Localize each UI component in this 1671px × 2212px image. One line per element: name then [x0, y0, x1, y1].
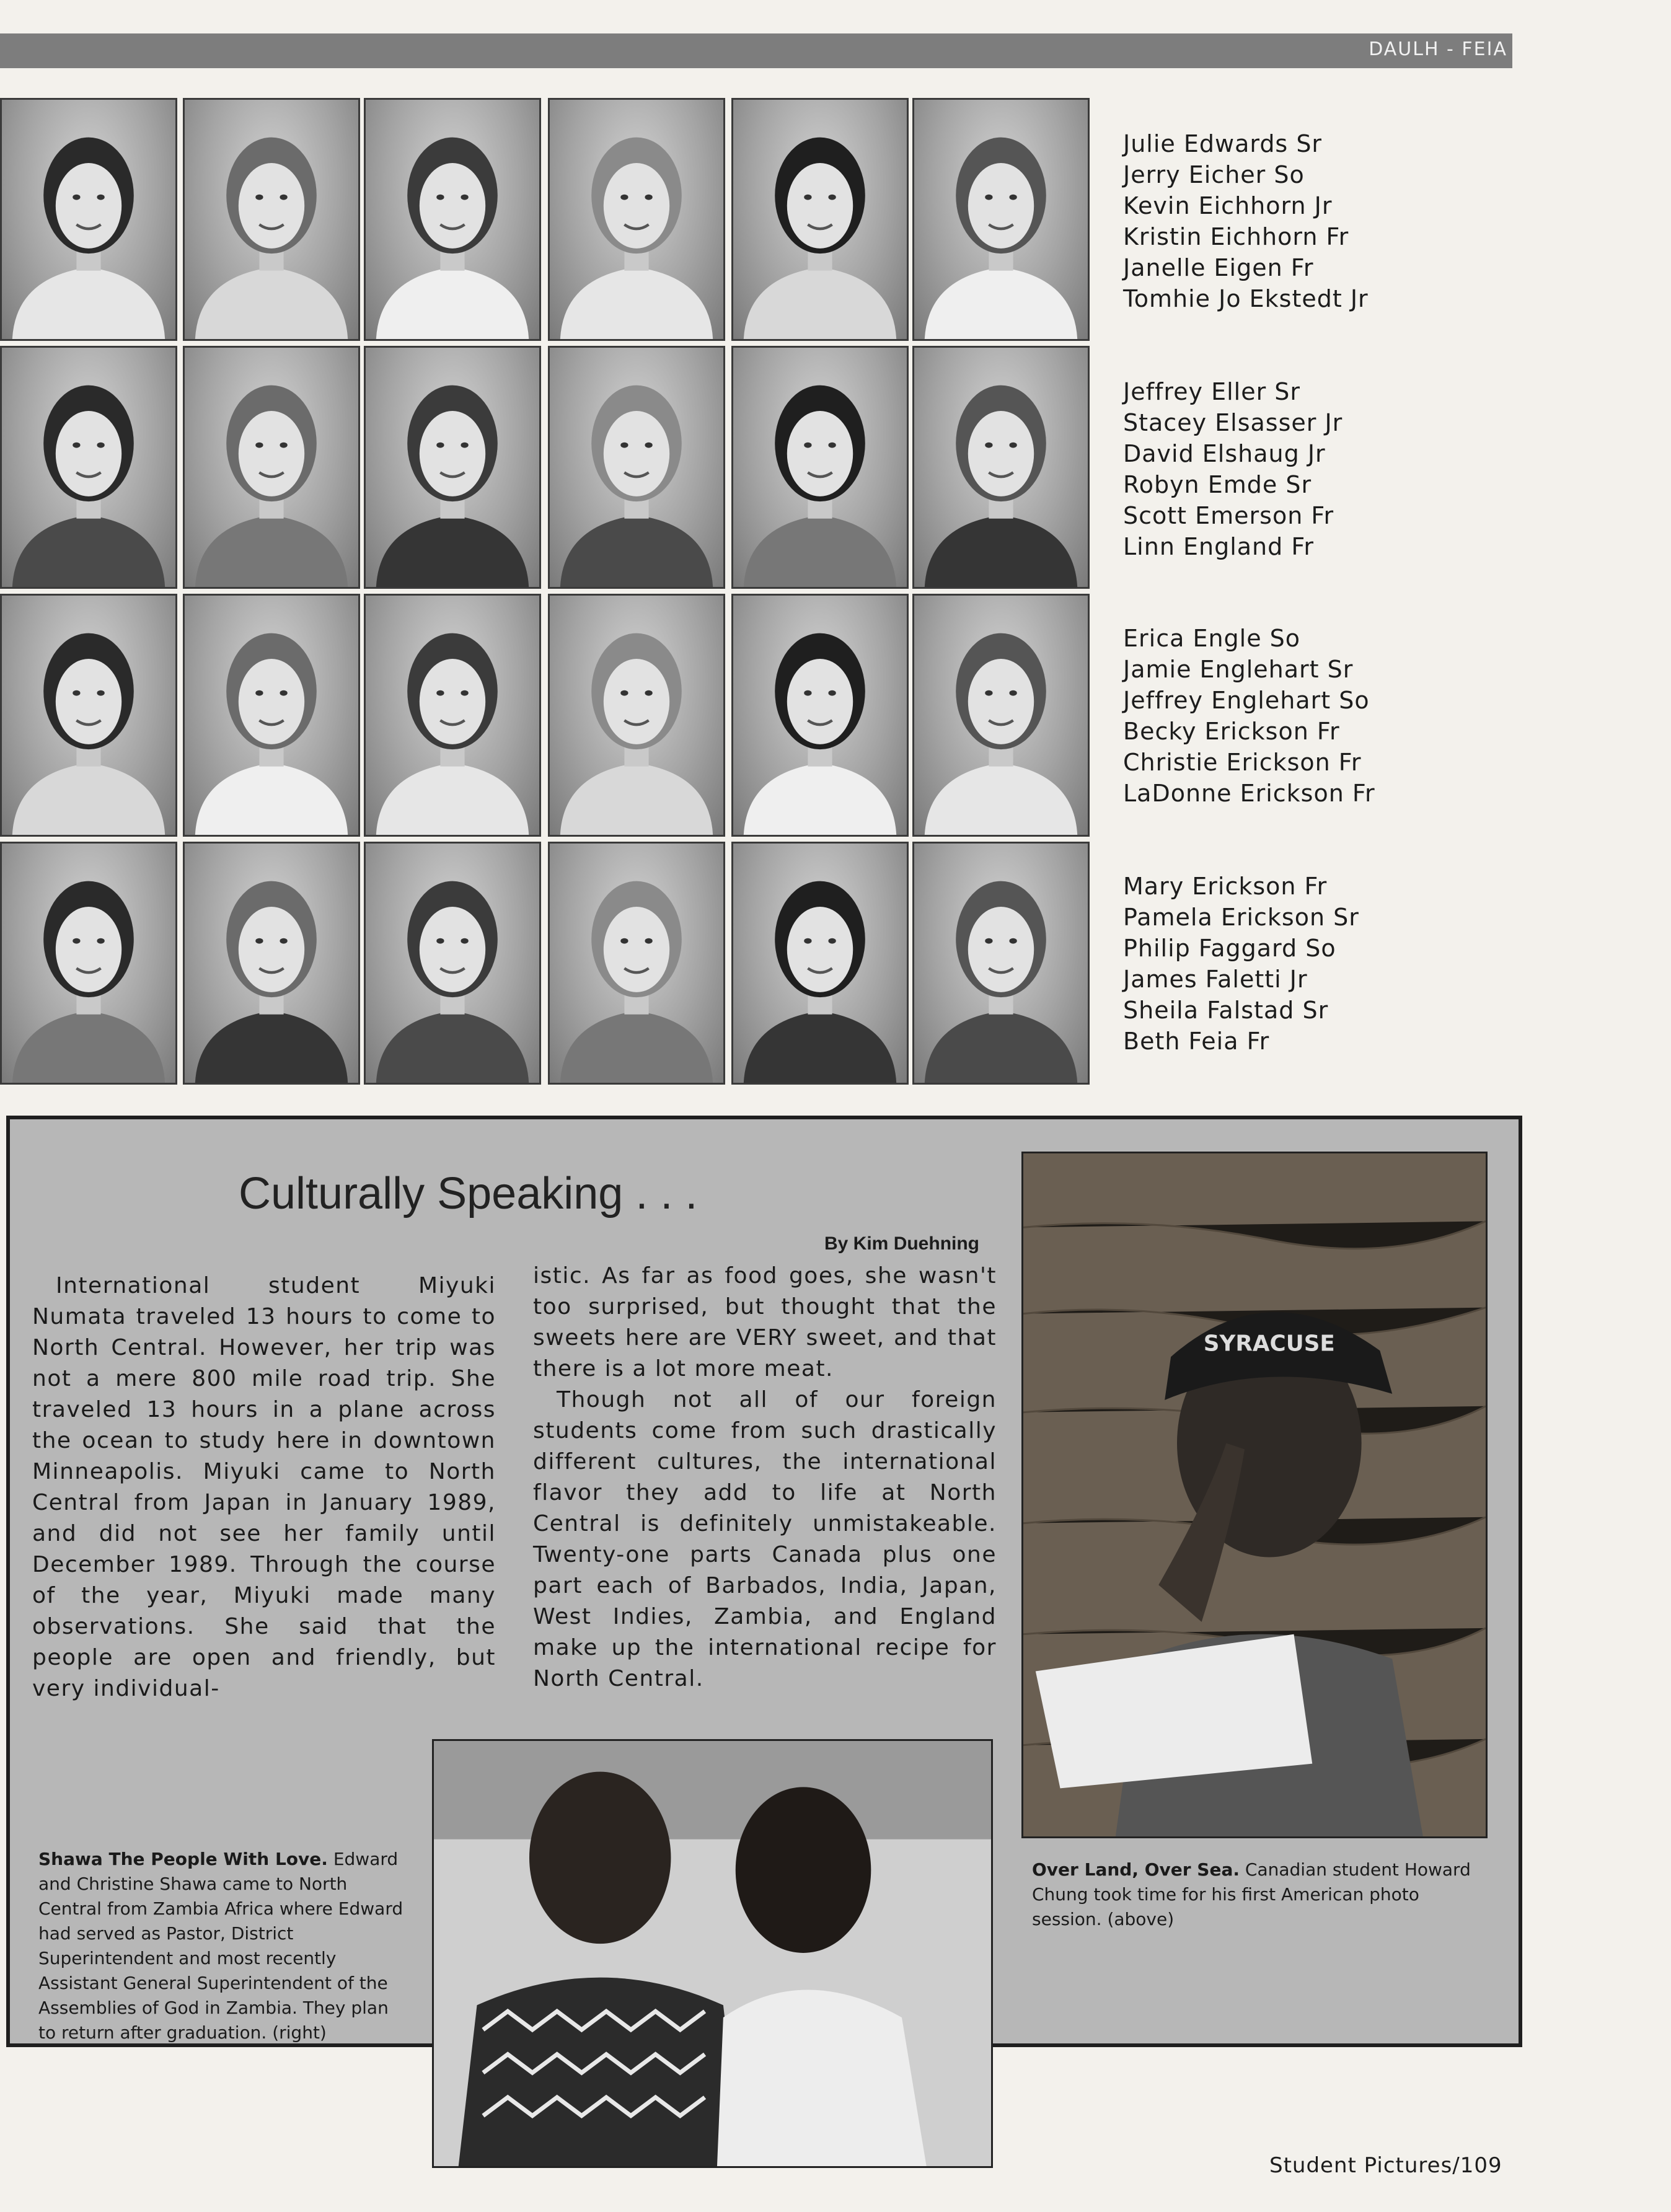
student-portrait — [0, 842, 177, 1085]
name-list-row-2 — [1123, 376, 1470, 562]
student-name: Linn England Fr — [1123, 533, 1315, 560]
guide-words: DAULH - FEIA — [1369, 38, 1507, 60]
student-name: Sheila Falstad Sr — [1123, 997, 1329, 1024]
student-name: Erica Engle So — [1123, 625, 1301, 652]
caption-body: Edward and Christine Shawa came to North Central from Zambia Africa where Edward had served as Pastor, District Superintendent and most recently Assistant General Superintendent of the Assemblies of God in Zambia. They plan to return after graduation. (right) — [38, 1849, 403, 2043]
student-name: Tomhie Jo Ekstedt Jr — [1123, 285, 1369, 312]
student-name: Pamela Erickson Sr — [1123, 904, 1359, 931]
caption-chung — [1032, 1857, 1494, 1932]
byline: By Kim Duehning — [824, 1233, 980, 1254]
student-portrait — [731, 842, 909, 1085]
article-paragraph: Though not all of our foreign students come from such drastically different cultures, the international flavor they add to life at North Central is definitely unmistakeable. Twenty-one parts Canada plus one part each of Barbados, India, Japan, West Indies, Zambia, and England make up the international recipe for North Central. — [533, 1387, 997, 1691]
student-name: Mary Erickson Fr — [1123, 873, 1328, 900]
feature-title: Culturally Speaking . . . — [239, 1169, 698, 1218]
article-paragraph: istic. As far as food goes, she wasn't too surprised, but thought that the sweets here are VERY sweet, and that there is a lot more meat. — [533, 1263, 997, 1381]
student-portrait — [731, 594, 909, 837]
student-name: LaDonne Erickson Fr — [1123, 780, 1375, 807]
student-portrait — [183, 842, 360, 1085]
student-portrait — [548, 98, 725, 341]
student-name: Robyn Emde Sr — [1123, 471, 1312, 498]
student-portrait — [0, 594, 177, 837]
student-name: Jerry Eicher So — [1123, 161, 1305, 188]
portrait-grid — [0, 98, 1094, 1091]
student-name: Julie Edwards Sr — [1123, 130, 1323, 157]
student-portrait — [183, 594, 360, 837]
student-name: Janelle Eigen Fr — [1123, 254, 1314, 281]
page-footer: Student Pictures/109 — [1269, 2153, 1502, 2178]
article-column-1 — [32, 1271, 496, 1704]
name-list-row-4 — [1123, 871, 1470, 1057]
student-portrait — [548, 842, 725, 1085]
student-portrait — [183, 346, 360, 589]
name-list-row-1 — [1123, 128, 1470, 314]
caption-body: Canadian student Howard Chung took time for his first American photo session. (above) — [1032, 1859, 1471, 1929]
caption-head: Over Land, Over Sea. — [1032, 1859, 1240, 1880]
header-bar — [0, 33, 1512, 68]
caption-head: Shawa The People With Love. — [38, 1849, 328, 1869]
student-portrait — [731, 346, 909, 589]
student-portrait — [183, 98, 360, 341]
photo-shawa-couple — [432, 1739, 993, 2168]
student-name: Kevin Eichhorn Jr — [1123, 192, 1333, 219]
cap-lettering: SYRACUSE — [1203, 1331, 1335, 1357]
article-column-2 — [533, 1261, 997, 1694]
student-name: Stacey Elsasser Jr — [1123, 409, 1343, 436]
photo-howard-chung — [1021, 1152, 1488, 1838]
student-name: Jeffrey Englehart So — [1123, 687, 1370, 714]
student-name: Scott Emerson Fr — [1123, 502, 1334, 529]
student-name: Christie Erickson Fr — [1123, 749, 1362, 776]
student-name: Kristin Eichhorn Fr — [1123, 223, 1349, 250]
student-portrait — [364, 842, 541, 1085]
student-portrait — [0, 98, 177, 341]
student-name: Philip Faggard So — [1123, 935, 1336, 962]
article-paragraph: International student Miyuki Numata traveled 13 hours to come to North Central. However, her trip was not a mere 800 mile road trip. She traveled 13 hours in a plane across the ocean to study here in downtown Minneapolis. Miyuki came to North Central from Japan in January 1989, and did not see her family until December 1989. Through the course of the year, Miyuki made many observations. She said that the people are open and friendly, but very individual- — [32, 1273, 496, 1701]
student-name: Becky Erickson Fr — [1123, 718, 1340, 745]
student-portrait — [364, 594, 541, 837]
student-portrait — [912, 594, 1090, 837]
student-name: Jeffrey Eller Sr — [1123, 378, 1301, 405]
student-portrait — [548, 346, 725, 589]
student-name: Beth Feia Fr — [1123, 1028, 1270, 1055]
student-portrait — [731, 98, 909, 341]
student-portrait — [912, 98, 1090, 341]
student-portrait — [912, 842, 1090, 1085]
student-name: David Elshaug Jr — [1123, 440, 1326, 467]
student-portrait — [364, 98, 541, 341]
student-name: Jamie Englehart Sr — [1123, 656, 1354, 683]
student-portrait — [0, 346, 177, 589]
name-list-row-3 — [1123, 623, 1470, 809]
student-portrait — [364, 346, 541, 589]
student-portrait — [912, 346, 1090, 589]
student-name: James Faletti Jr — [1123, 966, 1308, 993]
student-portrait — [548, 594, 725, 837]
caption-shawa — [38, 1847, 410, 2045]
